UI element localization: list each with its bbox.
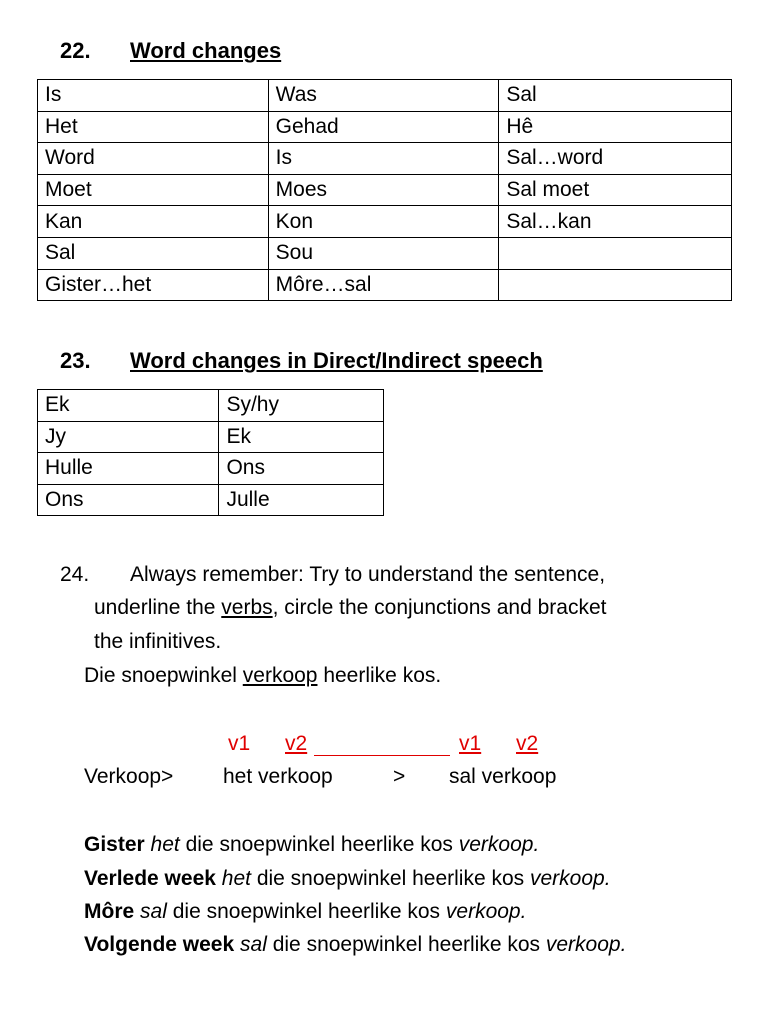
example-text: Die snoepwinkel bbox=[84, 664, 243, 687]
example-sentence-4 bbox=[84, 933, 626, 957]
verb-form-base: Verkoop> bbox=[84, 765, 174, 788]
auxiliary-verb: het bbox=[221, 867, 251, 890]
instruction-text: Always remember: Try to understand the sentence, bbox=[130, 563, 606, 586]
main-verb: verkoop. bbox=[545, 933, 627, 956]
table-row bbox=[38, 421, 384, 453]
table-cell: Hê bbox=[499, 111, 732, 143]
section-title: Word changes bbox=[130, 38, 282, 63]
sentence-middle: die snoepwinkel heerlike kos bbox=[250, 867, 530, 890]
table-row bbox=[38, 453, 384, 485]
table-cell: Môre…sal bbox=[268, 269, 499, 301]
section-number: 22. bbox=[60, 38, 91, 63]
example-sentence-3 bbox=[84, 900, 526, 924]
table-row bbox=[38, 484, 384, 516]
table-row bbox=[38, 174, 732, 206]
table-cell bbox=[499, 269, 732, 301]
table-cell: Ons bbox=[219, 453, 384, 485]
verb-position-label-v2: v2 bbox=[516, 732, 539, 755]
table-row bbox=[38, 237, 732, 269]
table-cell: Sal bbox=[38, 237, 269, 269]
sentence-middle: die snoepwinkel heerlike kos bbox=[166, 900, 446, 923]
table-cell: Sal moet bbox=[499, 174, 732, 206]
table-cell: Gister…het bbox=[38, 269, 269, 301]
time-adverb: Môre bbox=[84, 900, 135, 923]
time-adverb: Volgende week bbox=[84, 933, 235, 956]
instruction-text: , circle the conjunctions and bracket bbox=[272, 596, 607, 619]
section-24-line-1 bbox=[60, 563, 605, 587]
table-cell: Sal…word bbox=[499, 143, 732, 175]
table-cell: Is bbox=[268, 143, 499, 175]
table-cell: Kan bbox=[38, 206, 269, 238]
example-verb: verkoop bbox=[242, 664, 318, 687]
table-cell: Was bbox=[268, 80, 499, 112]
table-cell: Sy/hy bbox=[219, 390, 384, 422]
table-row bbox=[38, 111, 732, 143]
verb-position-label-v1: v1 bbox=[459, 732, 482, 755]
verb-position-label-v2: v2 bbox=[285, 732, 308, 755]
sentence-middle: die snoepwinkel heerlike kos bbox=[179, 833, 459, 856]
table-cell: Sal bbox=[499, 80, 732, 112]
example-sentence-1 bbox=[84, 833, 539, 857]
section-24-line-3 bbox=[94, 630, 221, 654]
section-23-heading bbox=[60, 348, 543, 374]
example-text: heerlike kos. bbox=[317, 664, 442, 687]
auxiliary-verb: sal bbox=[240, 933, 267, 956]
table-cell: Moes bbox=[268, 174, 499, 206]
instruction-underlined: verbs bbox=[221, 596, 273, 619]
table-cell: Hulle bbox=[38, 453, 219, 485]
word-changes-table bbox=[37, 79, 732, 301]
table-row bbox=[38, 390, 384, 422]
time-adverb: Gister bbox=[84, 833, 145, 856]
sentence-middle: die snoepwinkel heerlike kos bbox=[266, 933, 546, 956]
instruction-text: underline the bbox=[94, 596, 222, 619]
table-cell: Ons bbox=[38, 484, 219, 516]
instruction-text: the infinitives. bbox=[94, 630, 222, 653]
table-cell: Ek bbox=[219, 421, 384, 453]
table-cell: Sal…kan bbox=[499, 206, 732, 238]
table-row bbox=[38, 80, 732, 112]
section-title: Word changes in Direct/Indirect speech bbox=[130, 348, 543, 373]
main-verb: verkoop. bbox=[458, 833, 540, 856]
verb-form-past: het verkoop bbox=[223, 765, 333, 788]
table-cell: Gehad bbox=[268, 111, 499, 143]
main-verb: verkoop. bbox=[529, 867, 611, 890]
verb-form-arrow: > bbox=[393, 765, 406, 788]
auxiliary-verb: sal bbox=[140, 900, 167, 923]
example-sentence bbox=[84, 664, 441, 688]
main-verb: verkoop. bbox=[445, 900, 527, 923]
table-cell: Het bbox=[38, 111, 269, 143]
table-cell: Is bbox=[38, 80, 269, 112]
table-cell: Word bbox=[38, 143, 269, 175]
direct-indirect-table bbox=[37, 389, 384, 516]
table-cell: Julle bbox=[219, 484, 384, 516]
example-sentence-2 bbox=[84, 867, 611, 891]
section-22-heading bbox=[60, 38, 281, 64]
table-cell: Moet bbox=[38, 174, 269, 206]
table-cell bbox=[499, 237, 732, 269]
table-cell: Ek bbox=[38, 390, 219, 422]
table-row bbox=[38, 143, 732, 175]
time-adverb: Verlede week bbox=[84, 867, 216, 890]
section-number: 23. bbox=[60, 348, 91, 373]
red-underline-divider bbox=[314, 755, 450, 756]
table-cell: Jy bbox=[38, 421, 219, 453]
section-number: 24. bbox=[60, 563, 90, 586]
auxiliary-verb: het bbox=[150, 833, 180, 856]
section-24-line-2 bbox=[94, 596, 606, 620]
verb-form-future: sal verkoop bbox=[449, 765, 557, 788]
table-row bbox=[38, 269, 732, 301]
table-cell: Kon bbox=[268, 206, 499, 238]
verb-position-label-v1: v1 bbox=[228, 732, 251, 755]
table-cell: Sou bbox=[268, 237, 499, 269]
table-row bbox=[38, 206, 732, 238]
